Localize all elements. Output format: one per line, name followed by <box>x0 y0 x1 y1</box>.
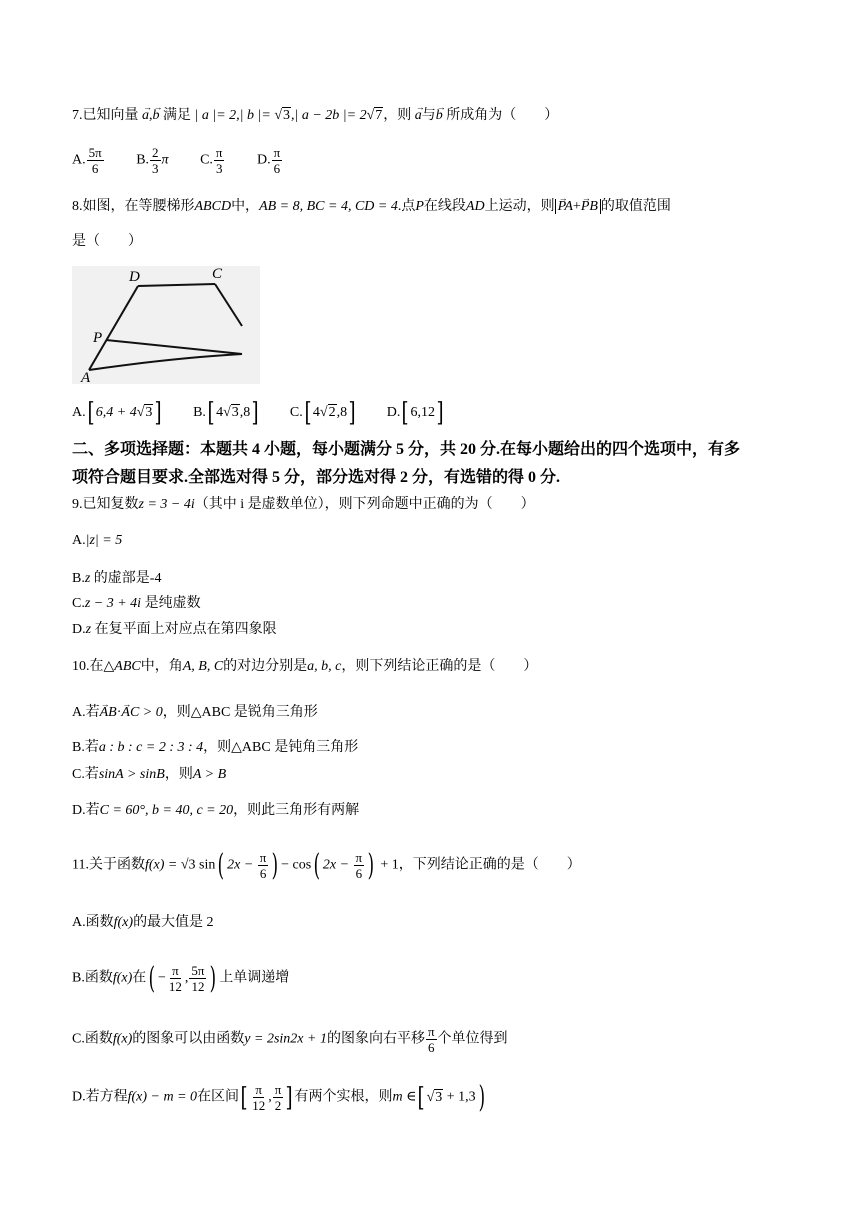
label-c: C <box>212 266 223 282</box>
q8-option-b[interactable]: B.[ 4√3,8] <box>193 398 259 428</box>
q10-option-d[interactable]: D.若C = 60°, b = 40, c = 20，则此三角形有两解 <box>72 803 360 818</box>
q11-option-a[interactable]: A.函数f(x)的最大值是 2 <box>72 915 214 930</box>
label-a: A <box>81 370 91 384</box>
question-8-stem: 8.如图，在等腰梯形ABCD中，AB = 8, BC = 4, CD = 4.点P在线段AD上运动，则→ PA+→ PB 的取值范围 <box>72 196 671 218</box>
trapezoid-figure <box>72 266 260 384</box>
q7-option-a[interactable]: A. $\frac{5\pi}{6}$ <box>72 145 102 176</box>
label-p: P <box>93 330 103 346</box>
question-11-stem: 11.关于函数f(x) = √3 sin( 2x − $\frac{\pi}{6}$ ) − cos( 2x − $\frac{\pi}{6}$ ) + 1，下列结论正确的是（ ） <box>72 847 581 883</box>
q8-option-d[interactable]: D.[ 6,12] <box>386 398 444 428</box>
q11-option-b[interactable]: B.函数f(x)在( − $\frac{\pi}{12}$ , $\frac{5\pi}{12}$ ) 上单调递增 <box>72 960 290 996</box>
q8-option-c[interactable]: C.[ 4√2,8] <box>289 398 356 428</box>
question-10-stem: 10.在△ABC中，角A, B, C的对边分别是a, b, c，则下列结论正确的是（ ） <box>72 659 538 674</box>
question-7-options <box>72 145 283 176</box>
q10-option-a[interactable]: A.若→ AB·→ AC > 0，则△ABC 是锐角三角形 <box>72 702 318 724</box>
q10-option-c[interactable]: C.若sinA > sinB，则A > B <box>72 767 227 782</box>
question-8-options <box>72 400 445 426</box>
q7-option-c[interactable]: C. $\frac{\pi}{3}$ <box>200 145 223 176</box>
q9-option-c[interactable]: C.z − 3 + 4i 是纯虚数 <box>72 596 201 611</box>
q11-option-c[interactable]: C.函数f(x)的图象可以由函数y = 2sin2x + 1的图象向右平移 $\frac{\pi}{6}$ 个单位得到 <box>72 1024 508 1055</box>
q10-option-b[interactable]: B.若a : b : c = 2 : 3 : 4，则△ABC 是钝角三角形 <box>72 740 359 755</box>
section-2-heading: 二、多项选择题：本题共 4 小题，每小题满分 5 分，共 20 分.在每小题给出的四个选项中，有多 <box>72 441 741 458</box>
q7-option-b[interactable]: B. $\frac{2}{3}$ π <box>136 145 169 176</box>
q9-option-b[interactable]: B.z 的虚部是-4 <box>72 571 162 586</box>
question-7-stem: 7.已知向量 → a,→ b 满足 | a |= 2,| b |= √3,| a − 2b |= 2√7，则 → a与→ b 所成角为（ ） <box>72 105 558 127</box>
q11-option-d[interactable]: D.若方程f(x) − m = 0在区间[ $\frac{\pi}{12}$ , $\frac{\pi}{2}$ ] 有两个实根，则m ∈[ √3 + 1,3) <box>72 1079 485 1115</box>
vector-b: → b <box>153 105 160 127</box>
label-d: D <box>129 269 140 285</box>
section-2-heading-line2: 项符合题目要求.全部选对得 5 分，部分选对得 2 分，有选错的得 0 分. <box>72 469 561 486</box>
trapezoid-diagram <box>72 266 260 384</box>
q7-option-d[interactable]: D. $\frac{\pi}{6}$ <box>256 145 281 176</box>
question-9-stem: 9.已知复数z = 3 − 4i（其中 i 是虚数单位），则下列命题中正确的为（ ） <box>72 497 535 512</box>
question-8-stem-line2: 是（ ） <box>72 234 142 249</box>
q9-option-d[interactable]: D.z 在复平面上对应点在第四象限 <box>72 622 277 637</box>
vector-a: → a <box>142 105 149 127</box>
q8-option-a[interactable]: A.[ 6,4 + 4√3] <box>72 398 163 428</box>
q9-option-a[interactable]: A.|z| = 5 <box>72 533 123 548</box>
